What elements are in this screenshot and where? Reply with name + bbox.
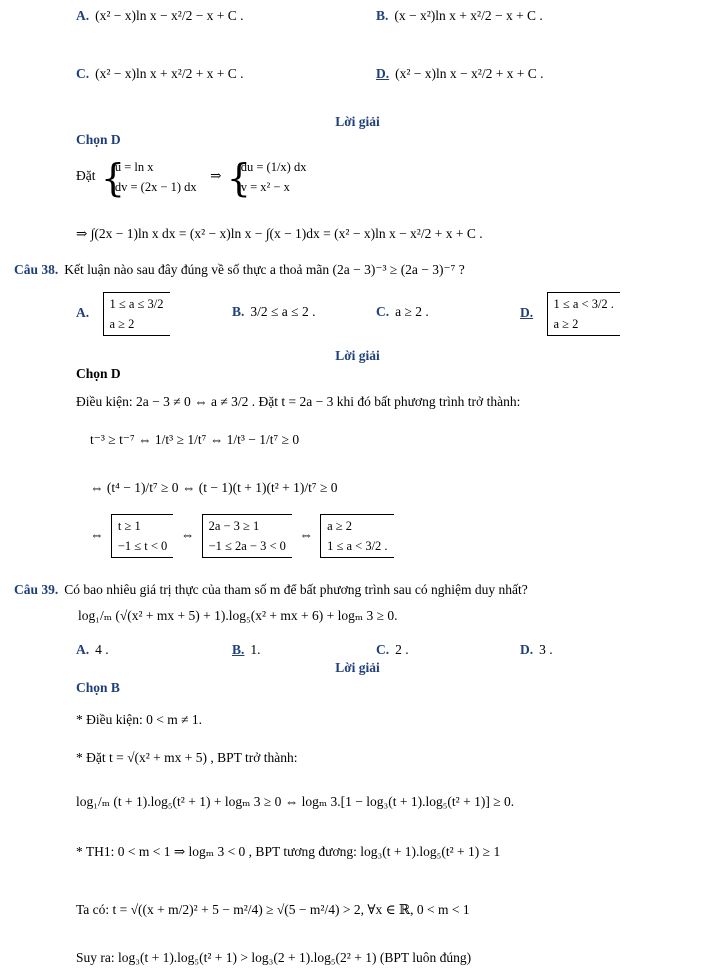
q38-option-b-text: 3/2 ≤ a ≤ 2 . (250, 304, 316, 319)
substitution-system-left (103, 156, 203, 198)
q38-d-line-1: 1 ≤ a < 3/2 . (553, 297, 614, 311)
q38-option-d-system (547, 292, 620, 336)
q38-d-line-2: a ≥ 2 (553, 317, 579, 331)
prev-option-d: D. (x² − x)ln x − x²/2 + x + C . (376, 66, 544, 81)
solution-heading-1: Lời giải (335, 114, 380, 129)
prev-option-b: B. (x − x²)ln x + x²/2 − x + C . (376, 8, 543, 23)
question-39-label: Câu 39. (14, 582, 59, 597)
question-39-inequality: log₁/ₘ (√(x² + mx + 5) + 1).log₅(x² + mx + 6) + logₘ 3 ≥ 0. (78, 608, 398, 623)
q39-option-a (76, 642, 109, 658)
q39-option-b (232, 642, 261, 658)
prev-option-d-text: (x² − x)ln x − x²/2 + x + C . (395, 66, 544, 81)
q39-option-c-text: 2 . (395, 642, 409, 657)
sys-t-line-2: −1 ≤ t < 0 (117, 539, 168, 553)
q38-option-b-label: B. (232, 304, 245, 319)
q39-option-d-text: 3 . (539, 642, 553, 657)
sys-left-line-2: dv = (2x − 1) dx (114, 180, 197, 194)
q38-option-a-label: A. (76, 305, 90, 321)
derivation-line-3 (90, 514, 398, 558)
q39-option-d-label: D. (520, 642, 534, 657)
condition-line-2: Điều kiện: 2a − 3 ≠ 0 ⇔ a ≠ 3/2 . Đặt t = 2a − 3 khi đó bất phương trình trở thành: (76, 394, 521, 409)
q38-a-line-2: a ≥ 2 (109, 317, 135, 331)
q38-option-c-label: C. (376, 304, 390, 319)
question-39 (14, 582, 528, 598)
equiv-sign-3: ⇔ (299, 527, 313, 543)
sys-a-line-2: 1 ≤ a < 3/2 . (327, 539, 388, 553)
transformed-inequality: log₁/ₘ (t + 1).log₅(t² + 1) + logₘ 3 ≥ 0 ⇔ logₘ 3.[1 − log₃(t + 1).log₅(t² + 1)] ≥ 0. (76, 794, 515, 809)
q38-option-a-system (103, 292, 170, 336)
dat-label: Đặt (76, 168, 96, 184)
prev-option-a-text: (x² − x)ln x − x²/2 − x + C . (95, 8, 244, 23)
derivation-line-2: ⇔ (t⁴ − 1)/t⁷ ≥ 0 ⇔ (t − 1)(t + 1)(t² + 1)/t⁷ ≥ 0 (90, 480, 338, 495)
prev-option-c-text: (x² − x)ln x + x²/2 + x + C . (95, 66, 244, 81)
q38-option-d (520, 292, 624, 336)
prev-option-c: C. (x² − x)ln x + x²/2 + x + C . (76, 66, 244, 81)
set-t-line: * Đặt t = √(x² + mx + 5) , BPT trở thành: (76, 750, 298, 765)
q38-option-c (376, 304, 429, 320)
q39-option-a-label: A. (76, 642, 90, 657)
q39-option-c-label: C. (376, 642, 390, 657)
solution-heading-2: Lời giải (335, 348, 380, 363)
q38-a-line-1: 1 ≤ a ≤ 3/2 (109, 297, 164, 311)
substitution-block (76, 156, 316, 198)
suy-ra-line: Suy ra: log₃(t + 1).log₅(t² + 1) > log₃(2 + 1).log₅(2² + 1) (BPT luôn đúng) (76, 950, 472, 965)
sys-a-line-1: a ≥ 2 (327, 519, 353, 533)
sys-right-line-1: { du = (1/x) dx (240, 160, 307, 174)
prev-option-a: A. (x² − x)ln x − x²/2 − x + C . (76, 8, 244, 23)
question-39-text: Có bao nhiêu giá trị thực của tham số m để bất phương trình sau có nghiệm duy nhất? (64, 582, 528, 597)
solution-choice-1: Chọn D (76, 132, 121, 147)
solution-choice-2: Chọn D (76, 366, 121, 381)
question-38 (14, 262, 465, 278)
q38-option-c-text: a ≥ 2 . (395, 304, 429, 319)
question-38-text: Kết luận nào sau đây đúng về số thực a thoả mãn (2a − 3)⁻³ ≥ (2a − 3)⁻⁷ ? (64, 262, 465, 277)
solution-choice-3: Chọn B (76, 680, 120, 695)
sys-2a-line-2: −1 ≤ 2a − 3 < 0 (208, 539, 286, 553)
sys-2a-line-1: 2a − 3 ≥ 1 (208, 519, 260, 533)
sys-right-line-2: v = x² − x (240, 180, 290, 194)
condition-line-3: * Điều kiện: 0 < m ≠ 1. (76, 712, 203, 727)
equiv-sign-1: ⇔ (90, 527, 104, 543)
integration-result: ⇒ ∫(2x − 1)ln x dx = (x² − x)ln x − ∫(x − 1)dx = (x² − x)ln x − x²/2 + x + C . (76, 226, 483, 241)
sys-t-line-1: t ≥ 1 (117, 519, 141, 533)
implies-arrow: ⇒ (210, 168, 222, 184)
sys-left-line-1: { u = ln x (114, 160, 154, 174)
derivation-line-1: t⁻³ ≥ t⁻⁷ ⇔ 1/t³ ≥ 1/t⁷ ⇔ 1/t³ − 1/t⁷ ≥ 0 (90, 432, 300, 447)
prev-option-b-text: (x − x²)ln x + x²/2 − x + C . (394, 8, 543, 23)
substitution-system-right (229, 156, 313, 198)
solution-heading-3: Lời giải (335, 660, 380, 675)
question-38-label: Câu 38. (14, 262, 59, 277)
q38-option-a (76, 292, 174, 336)
q39-option-b-text: 1. (250, 642, 261, 657)
system-2a (202, 514, 292, 558)
system-a (320, 514, 393, 558)
q38-option-d-label: D. (520, 305, 534, 321)
q39-option-a-text: 4 . (95, 642, 109, 657)
system-t (111, 514, 173, 558)
q39-option-d (520, 642, 553, 658)
ta-co-line: Ta có: t = √((x + m/2)² + 5 − m²/4) ≥ √(5 − m²/4) > 2, ∀x ∈ ℝ, 0 < m < 1 (76, 902, 470, 917)
q38-option-b (232, 304, 315, 320)
equiv-sign-2: ⇔ (180, 527, 195, 543)
q39-option-c (376, 642, 409, 658)
case-1-line: * TH1: 0 < m < 1 ⇒ logₘ 3 < 0 , BPT tương đương: log₃(t + 1).log₅(t² + 1) ≥ 1 (76, 844, 501, 859)
q39-option-b-label: B. (232, 642, 245, 657)
